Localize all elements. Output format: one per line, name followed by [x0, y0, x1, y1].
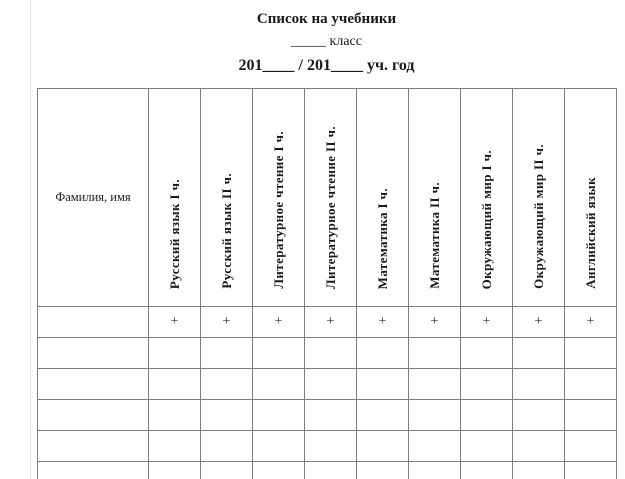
column-header-subject: [201, 89, 253, 307]
subject-label: Математика II ч.: [426, 182, 442, 289]
mark-cell[interactable]: [409, 431, 461, 462]
mark-cell[interactable]: [357, 369, 409, 400]
mark-cell[interactable]: [357, 400, 409, 431]
mark-cell[interactable]: [149, 338, 201, 369]
page-left-edge-line: [30, 0, 31, 479]
empty-table-row: [38, 400, 617, 431]
student-name-cell[interactable]: [38, 400, 149, 431]
mark-cell[interactable]: [253, 369, 305, 400]
empty-table-row: [38, 369, 617, 400]
subject-label: Литературное чтение II ч.: [322, 125, 338, 289]
column-header-subject: [513, 89, 565, 307]
column-header-name: Фамилия, имя: [38, 89, 149, 307]
mark-cell[interactable]: [513, 400, 565, 431]
subject-label: Литературное чтение I ч.: [270, 131, 286, 289]
mark-cell[interactable]: [149, 431, 201, 462]
plus-cell[interactable]: +: [409, 307, 461, 338]
plus-cell[interactable]: +: [149, 307, 201, 338]
mark-cell[interactable]: [305, 338, 357, 369]
mark-cell[interactable]: [201, 462, 253, 479]
column-header-subject: [149, 89, 201, 307]
mark-cell[interactable]: [253, 400, 305, 431]
mark-cell[interactable]: [357, 431, 409, 462]
mark-cell[interactable]: [149, 462, 201, 479]
mark-cell[interactable]: [461, 338, 513, 369]
document-title: Список на учебники: [256, 11, 397, 27]
student-name-cell[interactable]: [38, 307, 149, 338]
student-name-cell[interactable]: [38, 431, 149, 462]
mark-cell[interactable]: [513, 338, 565, 369]
column-header-subject: [461, 89, 513, 307]
school-year-line: 201____ / 201____ уч. год: [238, 57, 415, 74]
column-header-subject: [565, 89, 617, 307]
student-name-cell[interactable]: [38, 462, 149, 479]
subject-label: Окружающий мир II ч.: [530, 144, 546, 289]
title-block: [37, 9, 616, 77]
plus-cell[interactable]: +: [357, 307, 409, 338]
mark-cell[interactable]: [461, 431, 513, 462]
mark-cell[interactable]: [201, 338, 253, 369]
mark-cell[interactable]: [201, 369, 253, 400]
textbook-list-table: [37, 88, 617, 479]
mark-cell[interactable]: [305, 431, 357, 462]
column-header-subject: [305, 89, 357, 307]
column-header-subject: [253, 89, 305, 307]
subject-label: Математика I ч.: [374, 187, 390, 289]
table-header-row: [38, 89, 617, 307]
mark-cell[interactable]: [461, 400, 513, 431]
mark-cell[interactable]: [513, 369, 565, 400]
mark-cell[interactable]: [305, 462, 357, 479]
mark-cell[interactable]: [565, 462, 617, 479]
mark-cell[interactable]: [149, 400, 201, 431]
mark-cell[interactable]: [461, 369, 513, 400]
plus-cell[interactable]: +: [253, 307, 305, 338]
mark-cell[interactable]: [409, 338, 461, 369]
mark-cell[interactable]: [565, 338, 617, 369]
mark-cell[interactable]: [149, 369, 201, 400]
mark-cell[interactable]: [565, 400, 617, 431]
mark-cell[interactable]: [461, 462, 513, 479]
empty-table-row: [38, 338, 617, 369]
mark-cell[interactable]: [253, 462, 305, 479]
mark-cell[interactable]: [565, 431, 617, 462]
mark-cell[interactable]: [357, 338, 409, 369]
column-header-subject: [409, 89, 461, 307]
mark-cell[interactable]: [201, 400, 253, 431]
mark-cell[interactable]: [357, 462, 409, 479]
subject-label: Русский язык II ч.: [218, 173, 234, 289]
plus-cell[interactable]: +: [201, 307, 253, 338]
student-name-cell[interactable]: [38, 369, 149, 400]
mark-cell[interactable]: [253, 431, 305, 462]
plus-marks-row: [38, 307, 617, 338]
subject-label: Русский язык I ч.: [166, 178, 182, 289]
mark-cell[interactable]: [409, 462, 461, 479]
student-name-cell[interactable]: [38, 338, 149, 369]
empty-table-row: [38, 431, 617, 462]
mark-cell[interactable]: [305, 400, 357, 431]
mark-cell[interactable]: [409, 369, 461, 400]
subject-label: Окружающий мир I ч.: [478, 149, 494, 289]
mark-cell[interactable]: [565, 369, 617, 400]
mark-cell[interactable]: [201, 431, 253, 462]
mark-cell[interactable]: [513, 431, 565, 462]
subject-label: Английский язык: [582, 177, 598, 289]
class-blank-line: _____ класс: [291, 34, 362, 49]
mark-cell[interactable]: [409, 400, 461, 431]
plus-cell[interactable]: +: [461, 307, 513, 338]
plus-cell[interactable]: +: [565, 307, 617, 338]
mark-cell[interactable]: [253, 338, 305, 369]
empty-table-row: [38, 462, 617, 479]
mark-cell[interactable]: [305, 369, 357, 400]
plus-cell[interactable]: +: [305, 307, 357, 338]
mark-cell[interactable]: [513, 462, 565, 479]
plus-cell[interactable]: +: [513, 307, 565, 338]
column-header-subject: [357, 89, 409, 307]
